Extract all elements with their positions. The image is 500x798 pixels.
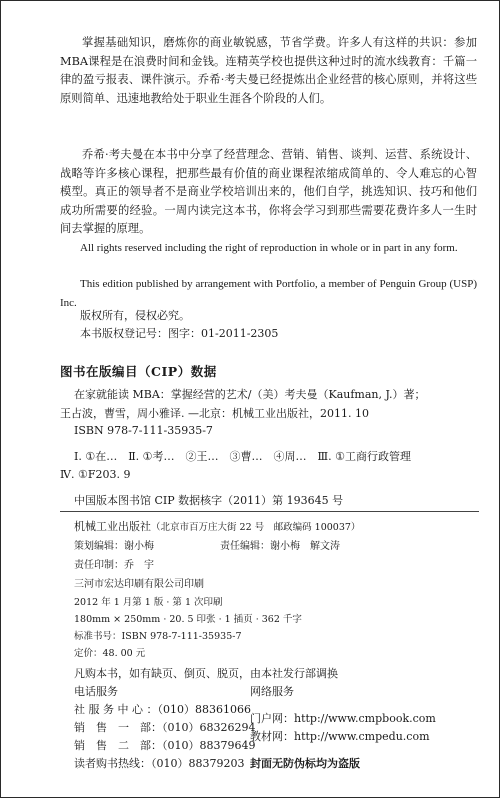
rights-english-2: This edition published by arrangement with Portfolio, a member of Penguin Group (USP) Inc. xyxy=(60,278,477,309)
publisher-name: 机械工业出版社 xyxy=(74,520,151,533)
anti-counterfeit-notice: 封面无防伪标均为盗版 xyxy=(250,757,360,770)
cip-number: 中国版本图书馆 CIP 数据核字（2011）第 193645 号 xyxy=(74,494,344,507)
phone-service-heading: 电话服务 xyxy=(74,685,118,698)
cip-isbn: ISBN 978-7-111-35935-7 xyxy=(74,424,213,437)
portal-website: 门户网：http://www.cmpbook.com xyxy=(250,712,436,725)
education-website: 教材网：http://www.cmpedu.com xyxy=(250,730,430,743)
sales-dept-1-phone: 销 售 一 部：（010）68326294 xyxy=(74,721,256,734)
standard-isbn: 标准书号：ISBN 978-7-111-35935-7 xyxy=(74,631,242,642)
cip-classification-1: Ⅰ. ①在… Ⅱ. ①考… ②王… ③曹… ④周… Ⅲ. ①工商行政管理 xyxy=(74,450,411,463)
publisher-line xyxy=(74,518,360,534)
separator-line xyxy=(60,511,479,512)
rights-english-1: All rights reserved including the right of reproduction in whole or in part in any form. xyxy=(80,242,458,254)
rights-chinese: 版权所有，侵权必究。 xyxy=(80,309,190,322)
publisher-address: （北京市百万庄大街 22 号 邮政编码 100037） xyxy=(151,522,361,533)
print-supervisor: 责任印制：乔 宇 xyxy=(74,560,154,571)
price: 定价：48. 00 元 xyxy=(74,648,146,659)
cip-heading: 图书在版编目（CIP）数据 xyxy=(60,364,217,379)
service-center-phone: 社 服 务 中 心 ：（010）88361066 xyxy=(74,703,251,716)
cip-line-2: 王占波，曹雪，周小雅译. —北京：机械工业出版社，2011. 10 xyxy=(60,407,369,420)
planning-editor: 策划编辑：谢小梅 xyxy=(74,541,154,552)
edition-info: 2012 年 1 月第 1 版 · 第 1 次印刷 xyxy=(74,597,223,608)
intro-paragraph-2: 乔希·考夫曼在本书中分享了经营理念、营销、销售、谈判、运营、系统设计、战略等许多核心课程，把那些最有价值的商业课程浓缩成简单的、令人难忘的心智模型。真正的领导者不是商业学校培训出来的，他们自学，挑选知识、技巧和他们成功所需要的经验。一周内读完这本书，你将会学习到那些需要花费许多人一生时间去掌握的原理。 xyxy=(60,148,477,236)
copyright-registration: 本书版权登记号：图字：01-2011-2305 xyxy=(80,327,279,340)
printer: 三河市宏达印刷有限公司印刷 xyxy=(74,579,204,590)
cip-line-1: 在家就能读 MBA：掌握经营的艺术/（美）考夫曼（Kaufman, J.）著； xyxy=(74,388,426,401)
format-info: 180mm × 250mm · 20. 5 印张 · 1 插页 · 362 千字 xyxy=(74,614,302,625)
responsible-editor: 责任编辑：谢小梅 解文涛 xyxy=(220,541,340,552)
defect-notice: 凡购本书，如有缺页、倒页、脱页，由本社发行部调换 xyxy=(74,667,338,680)
sales-dept-2-phone: 销 售 二 部：（010）88379649 xyxy=(74,739,256,752)
intro-paragraph-1: 掌握基础知识，磨炼你的商业敏锐感，节省学费。许多人有这样的共识：参加MBA课程是在浪费时间和金钱。连精英学校也提供这种过时的流水线教育：千篇一律的盈亏报表、课件演示。乔希·考夫曼已经提炼出企业经营的核心原则，并将这些原则简单、迅速地教给处于职业生涯各个阶段的人们。 xyxy=(60,36,477,105)
cip-classification-2: Ⅳ. ①F203. 9 xyxy=(60,468,131,481)
network-service-heading: 网络服务 xyxy=(250,685,294,698)
reader-hotline: 读者购书热线：（010）88379203 xyxy=(74,757,245,770)
